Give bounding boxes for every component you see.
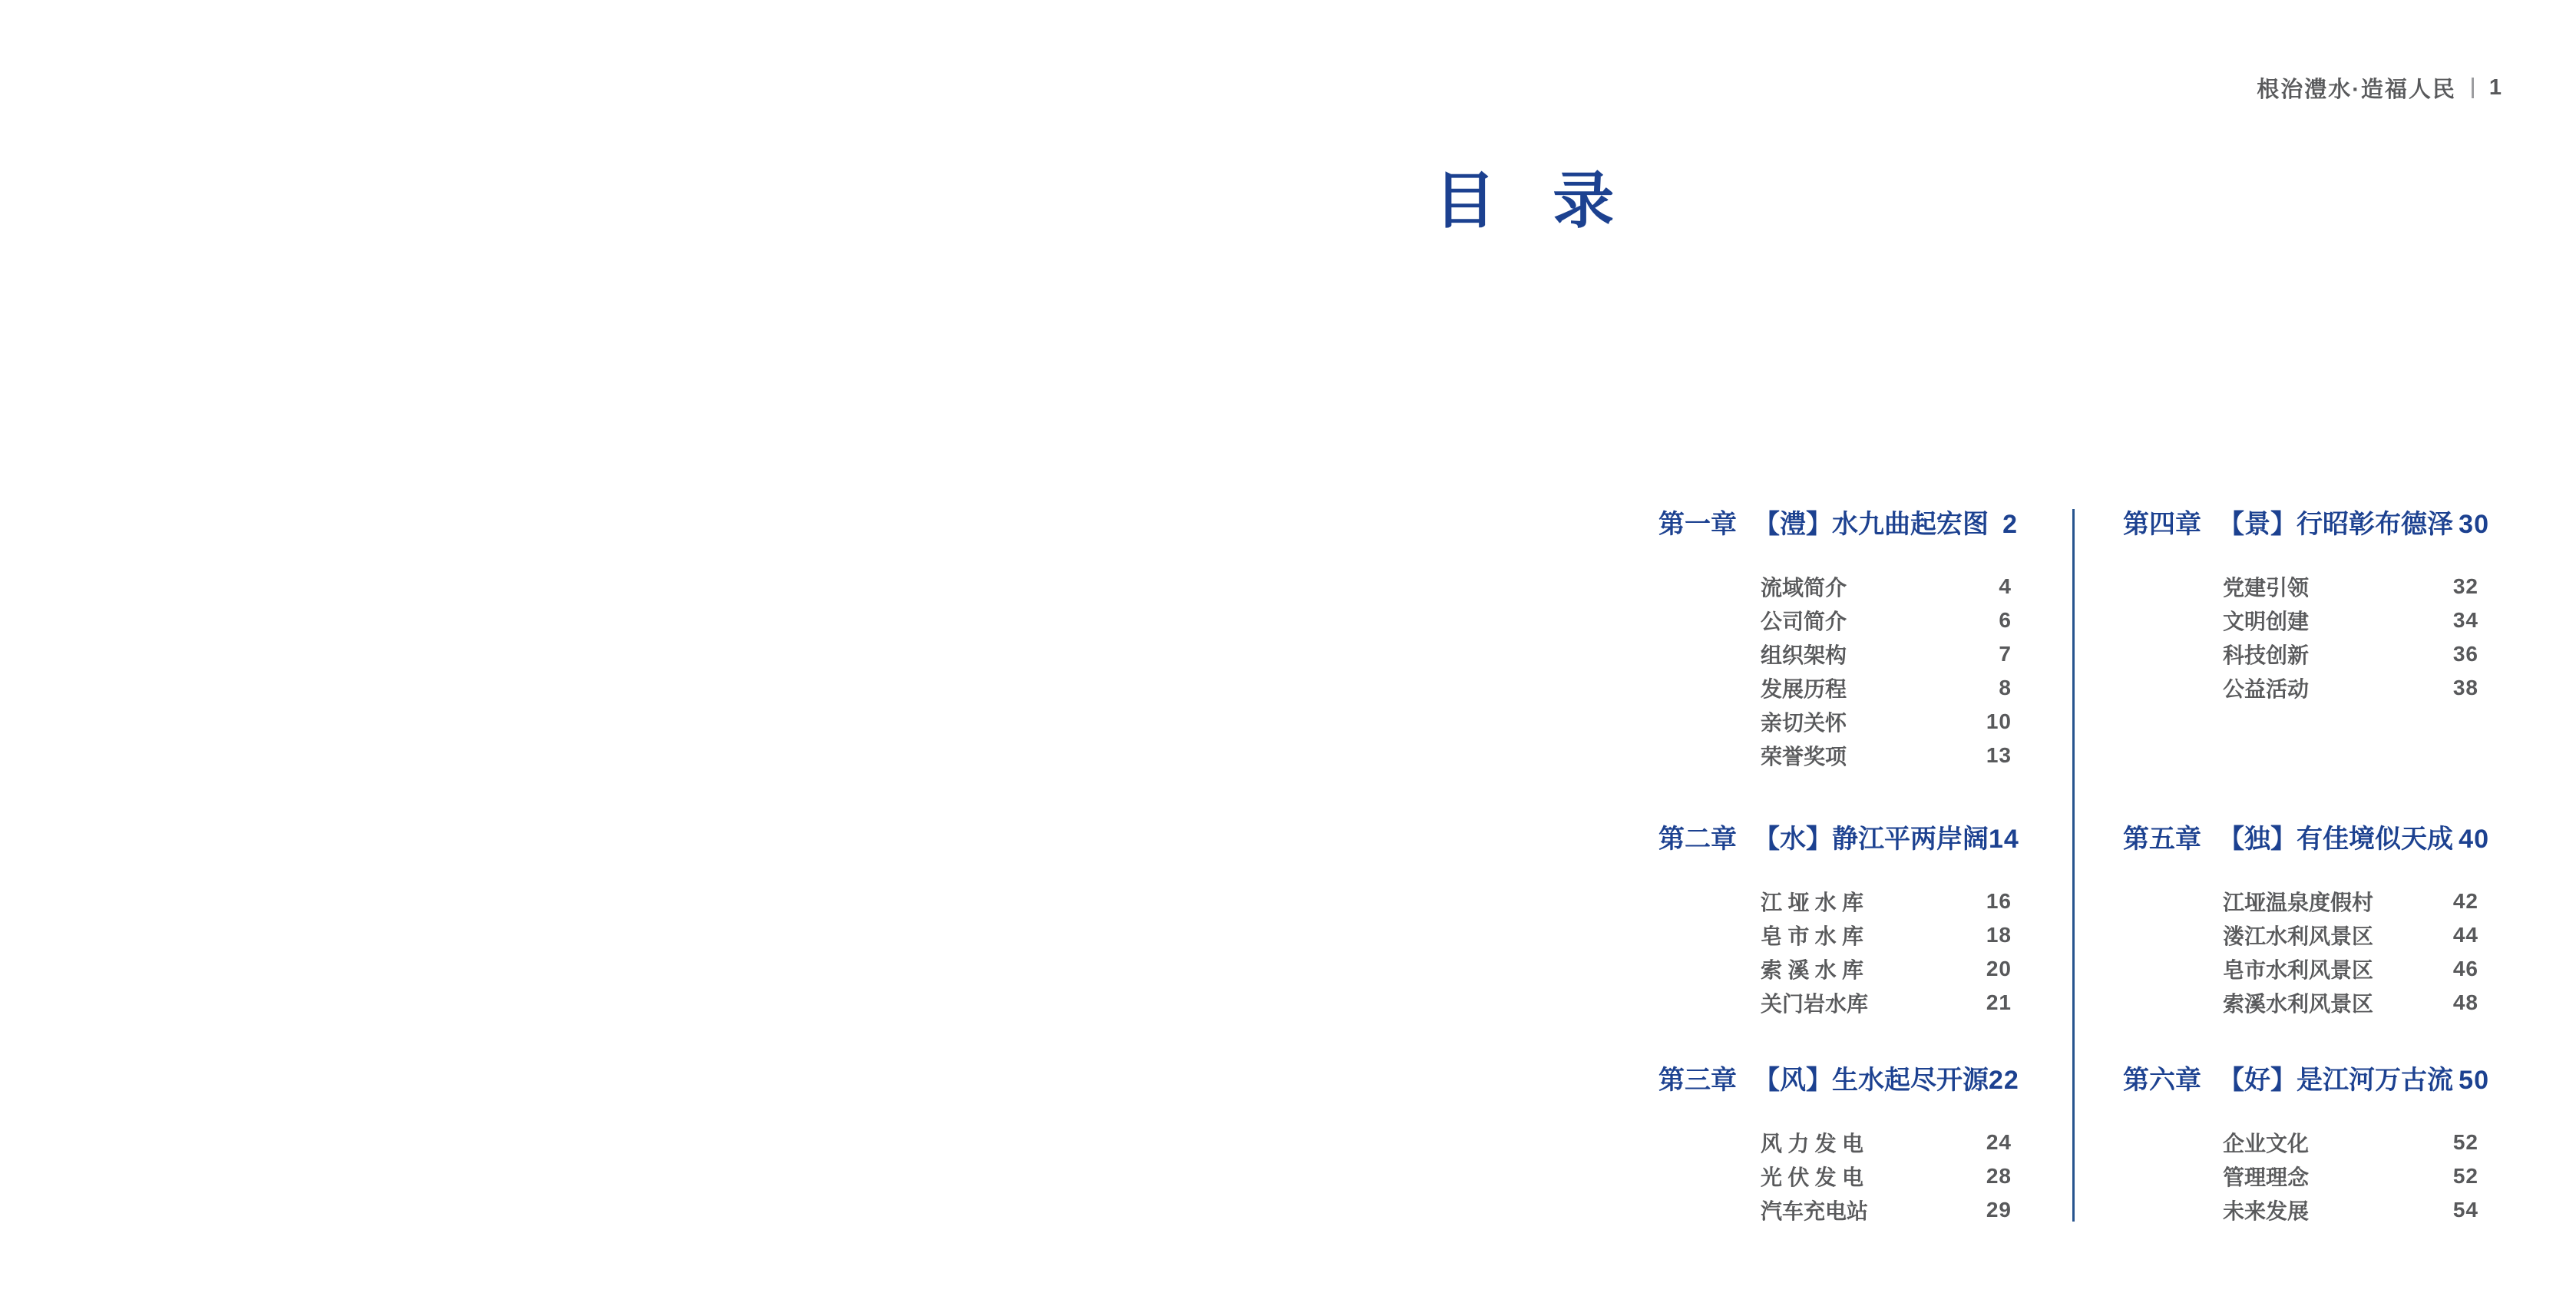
chapter-label: 第六章 [2123, 1066, 2201, 1095]
chapter-label: 第一章 [1658, 510, 1737, 539]
toc-item[interactable] [1761, 570, 2012, 603]
toc-item[interactable] [2223, 1126, 2478, 1159]
toc-item[interactable] [1761, 1126, 2012, 1159]
toc-item-page: 13 [1986, 743, 2012, 767]
chapter-heading[interactable] [2123, 1063, 2489, 1098]
toc-item-page: 4 [1999, 574, 2012, 598]
toc-item-label: 亲切关怀 [1761, 711, 1847, 735]
page-title: 目 录 [1434, 167, 1635, 235]
chapter-items [2223, 1126, 2489, 1227]
toc-item-page: 52 [2452, 1130, 2478, 1154]
toc-item[interactable] [2223, 986, 2478, 1020]
toc-item[interactable] [1761, 705, 2012, 739]
toc-item-label: 皂市水库 [1761, 924, 1863, 948]
chapter-page-number: 50 [2459, 1066, 2489, 1095]
toc-item-page: 44 [2452, 923, 2478, 947]
running-header-slogan: 根治澧水·造福人民 [2257, 78, 2456, 102]
chapter-page-number: 30 [2459, 510, 2489, 539]
toc-item-label: 科技创新 [2223, 643, 2310, 667]
toc-item-page: 7 [1999, 642, 2012, 666]
chapter-title: 【澧】水九曲起宏图 [1754, 510, 1989, 539]
toc-item-page: 28 [1986, 1164, 2012, 1188]
chapter-title: 【水】静江平两岸阔 [1754, 825, 1989, 854]
toc-item-page: 42 [2452, 889, 2478, 913]
chapter-heading[interactable] [1658, 1063, 2018, 1098]
chapter-group-1 [1658, 507, 2018, 772]
chapter-page-number: 40 [2459, 825, 2489, 854]
toc-item[interactable] [2223, 671, 2478, 705]
toc-item[interactable] [2223, 603, 2478, 637]
toc-item-page: 8 [1999, 676, 2012, 699]
chapter-group-3 [1658, 1063, 2018, 1227]
chapter-page-number: 2 [2002, 510, 2018, 539]
chapter-title: 【好】是江河万古流 [2218, 1066, 2453, 1095]
toc-item-label: 组织架构 [1761, 643, 1847, 667]
page-number: 1 [2488, 75, 2503, 100]
toc-item-page: 32 [2452, 574, 2478, 598]
toc-item[interactable] [2223, 1159, 2478, 1193]
chapter-group-4 [2123, 507, 2489, 705]
toc-item-label: 公司简介 [1761, 610, 1847, 633]
toc-item-page: 36 [2452, 642, 2478, 666]
toc-item-label: 文明创建 [2223, 610, 2310, 633]
toc-item-label: 索溪水库 [1761, 958, 1863, 982]
toc-item[interactable] [2223, 918, 2478, 952]
toc-item-label: 流域简介 [1761, 576, 1847, 600]
toc-item[interactable] [2223, 952, 2478, 986]
chapter-items [2223, 884, 2489, 1020]
chapter-page-number: 14 [1989, 825, 2019, 854]
toc-item[interactable] [2223, 637, 2478, 671]
chapter-title: 【独】有佳境似天成 [2218, 825, 2453, 854]
running-header [2257, 72, 2503, 104]
toc-item[interactable] [2223, 570, 2478, 603]
toc-item-label: 发展历程 [1761, 677, 1847, 701]
header-separator-bar [2472, 78, 2474, 98]
toc-item-page: 6 [1999, 608, 2012, 632]
toc-item[interactable] [1761, 739, 2012, 772]
toc-item-label: 关门岩水库 [1761, 992, 1869, 1016]
chapter-items [1761, 1126, 2018, 1227]
toc-item[interactable] [1761, 671, 2012, 705]
toc-item-page: 48 [2452, 990, 2478, 1014]
toc-item-page: 46 [2452, 957, 2478, 980]
toc-item[interactable] [1761, 918, 2012, 952]
toc-item-label: 风力发电 [1761, 1132, 1863, 1156]
toc-item[interactable] [1761, 986, 2012, 1020]
toc-item-label: 江垭水库 [1761, 891, 1863, 914]
chapter-items [1761, 570, 2018, 772]
toc-item-label: 党建引领 [2223, 576, 2310, 600]
chapter-items [2223, 570, 2489, 705]
chapter-title: 【风】生水起尽开源 [1754, 1066, 1989, 1095]
toc-item-page: 34 [2452, 608, 2478, 632]
toc-item-page: 10 [1986, 709, 2012, 733]
toc-item-page: 18 [1986, 923, 2012, 947]
toc-item[interactable] [1761, 884, 2012, 918]
chapter-heading[interactable] [2123, 507, 2489, 542]
toc-item-page: 21 [1986, 990, 2012, 1014]
toc-item-label: 荣誉奖项 [1761, 745, 1847, 769]
toc-item-page: 24 [1986, 1130, 2012, 1154]
chapter-label: 第五章 [2123, 825, 2201, 854]
chapter-heading[interactable] [1658, 822, 2018, 857]
toc-item[interactable] [1761, 952, 2012, 986]
chapter-items [1761, 884, 2018, 1020]
toc-item[interactable] [1761, 1159, 2012, 1193]
toc-item-page: 16 [1986, 889, 2012, 913]
chapter-label: 第二章 [1658, 825, 1737, 854]
toc-item-label: 公益活动 [2223, 677, 2310, 701]
chapter-group-6 [2123, 1063, 2489, 1227]
toc-item-page: 20 [1986, 957, 2012, 980]
column-divider [2072, 509, 2075, 1222]
toc-item-label: 索溪水利风景区 [2223, 992, 2374, 1016]
chapter-label: 第四章 [2123, 510, 2201, 539]
toc-item-page: 52 [2452, 1164, 2478, 1188]
toc-item-label: 江垭温泉度假村 [2223, 891, 2374, 914]
toc-item-page: 54 [2452, 1198, 2478, 1222]
chapter-page-number: 22 [1989, 1066, 2019, 1095]
toc-item[interactable] [1761, 603, 2012, 637]
toc-item-label: 溇江水利风景区 [2223, 924, 2374, 948]
toc-item-label: 管理理念 [2223, 1165, 2310, 1189]
toc-item[interactable] [1761, 637, 2012, 671]
toc-item-label: 企业文化 [2223, 1132, 2310, 1156]
toc-item-page: 38 [2452, 676, 2478, 699]
toc-item-page: 29 [1986, 1198, 2012, 1222]
chapter-group-2 [1658, 822, 2018, 1020]
chapter-label: 第三章 [1658, 1066, 1737, 1095]
toc-item-label: 未来发展 [2223, 1199, 2310, 1223]
toc-item[interactable] [1761, 1193, 2012, 1227]
toc-item-label: 汽车充电站 [1761, 1199, 1869, 1223]
toc-item[interactable] [2223, 884, 2478, 918]
chapter-heading[interactable] [2123, 822, 2489, 857]
chapter-heading[interactable] [1658, 507, 2018, 542]
chapter-title: 【景】行昭彰布德泽 [2218, 510, 2453, 539]
chapter-group-5 [2123, 822, 2489, 1020]
toc-item-label: 光伏发电 [1761, 1165, 1863, 1189]
toc-item-label: 皂市水利风景区 [2223, 958, 2374, 982]
toc-item[interactable] [2223, 1193, 2478, 1227]
